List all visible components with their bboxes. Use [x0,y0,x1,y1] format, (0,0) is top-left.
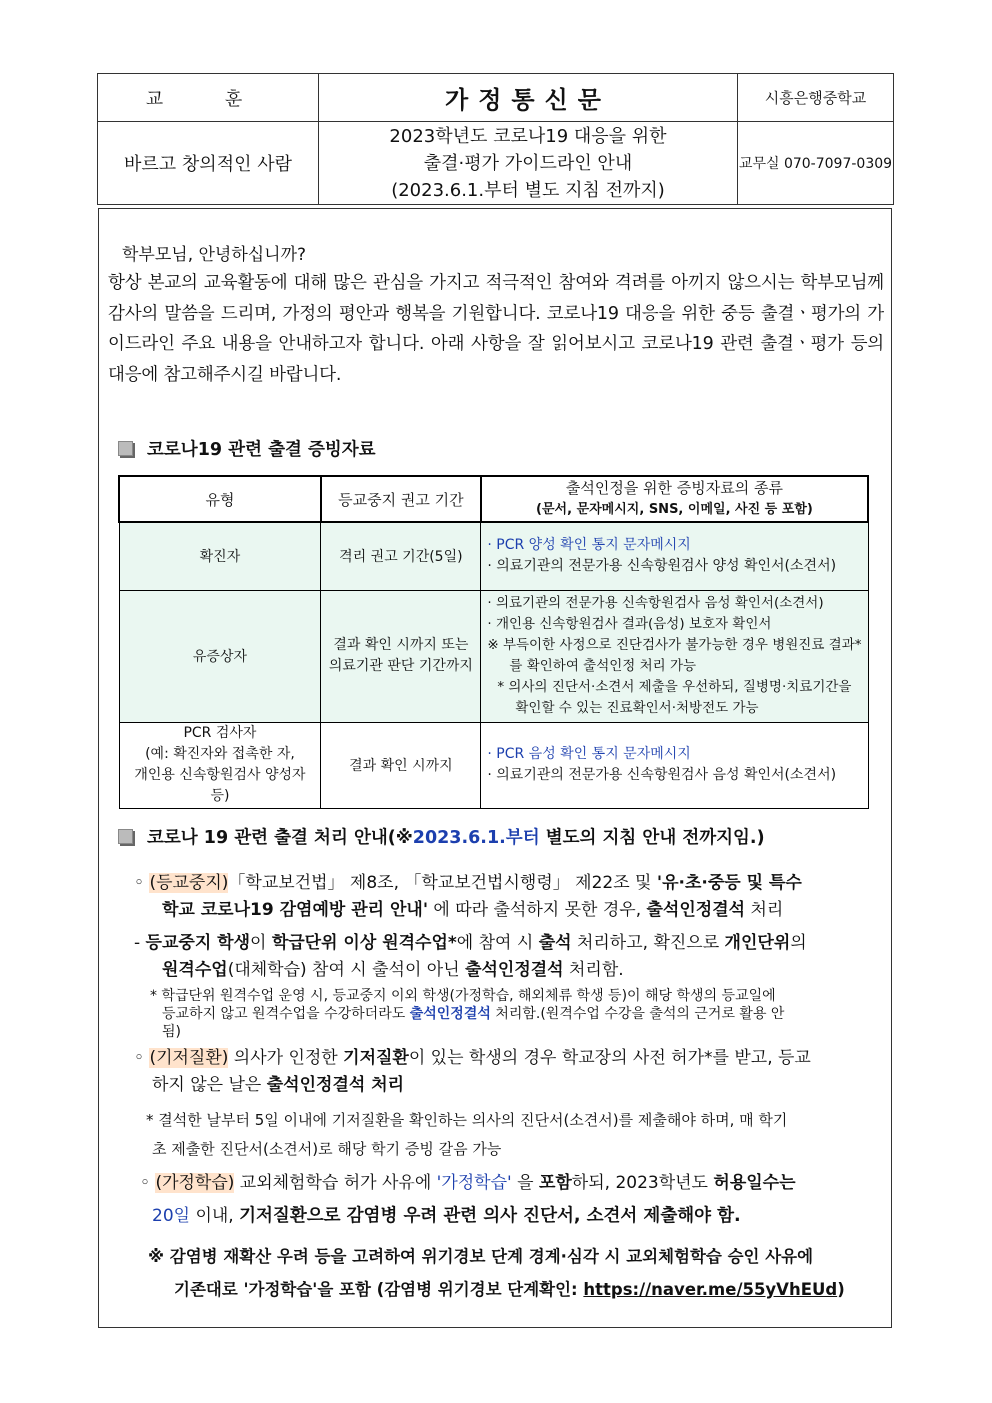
title-part: 코로나 19 관련 출결 처리 안내(※ [147,828,413,848]
type-line: (예: 확진자와 접촉한 자, [145,746,295,762]
title-part: 별도의 지침 안내 전까지임.) [539,828,765,848]
text: 등교하지 않고 원격수업을 수강하더라도 [162,1006,410,1022]
text-bold: 등교중지 학생 [145,933,250,953]
evidence-item: · PCR 양성 확인 통지 문자메시지 [487,537,691,554]
line: * 학급단위 원격수업 운영 시, 등교중지 이외 학생(가정학습, 해외체류 학생 등)이 해당 학생의 등교일에 [150,988,776,1004]
period-line: 의료기관 판단 기간까지 [328,658,473,674]
text-bold: 기저질환으로 감염병 우려 관련 의사 진단서, 소견서 제출해야 함. [239,1206,741,1226]
bullet: ◦ [134,1048,145,1068]
row-period: 결과 확인 시까지 [321,722,481,808]
evidence-note: ※ 부득이한 사정으로 진단검사가 불가능한 경우 병원진료 결과* [487,637,862,653]
text: 이 [250,933,272,953]
line [150,1005,884,1023]
line [134,1072,886,1099]
bullet-square-icon [118,829,133,844]
text: ) [837,1280,845,1299]
row-evidence [481,722,868,808]
evidence-header-line-2: (문서, 문자메시지, SNS, 이메일, 사진 등 포함) [536,502,813,517]
text-bold: 출석인정결석 [646,900,746,920]
evidence-note: * 의사의 진단서·소견서 제출을 우선하되, 질병명·치료기간을 [497,679,852,695]
line [134,897,886,924]
row-type [119,722,321,808]
row-period: 격리 권고 기간(5일) [321,522,481,590]
table-header-row [119,476,868,522]
line: ※ 감염병 재확산 우려 등을 고려하여 위기경보 단계 경계·심각 시 교외체험학습 승인 사유에 [148,1247,814,1266]
text: 처리 [745,900,784,920]
type-line: PCR 검사자 [183,725,257,741]
line [134,1045,886,1072]
evidence-header-line-1: 출석인정을 위한 증빙자료의 종류 [565,479,784,497]
type-line: 등) [210,788,230,804]
document-subtitle [319,122,738,205]
text-bold: 출석 [538,933,572,953]
text-blue: 출석인정결석 [409,1006,491,1022]
text: 「학교보건법」 제8조, 「학교보건법시행령」 제22조 및 [228,873,657,893]
school-motto: 바르고 창의적인 사람 [98,122,319,205]
line [134,870,886,897]
row-period [321,590,481,722]
text: 을 [511,1173,539,1193]
line: 됨) [162,1024,181,1040]
column-header-type: 유형 [119,476,321,522]
table-row [119,590,868,722]
line [134,957,886,984]
row-type: 확진자 [119,522,321,590]
text-bold: 출석인정결석 처리 [266,1075,405,1095]
text: 처리하고, 확진으로 [571,933,725,953]
tag-disease: (기저질환) [149,1048,229,1068]
text: 처리함. [563,960,624,980]
text-bold: '유·초·중등 및 특수 [656,873,802,893]
table-row [119,722,868,808]
text: 의사가 인정한 [228,1048,344,1068]
document-title: 가정통신문 [319,74,738,122]
text: 하지 않은 날은 [152,1075,267,1095]
text-bold: 허용일수는 [713,1173,796,1193]
section-heading-attendance [118,824,765,849]
section-title: 코로나19 관련 출결 증빙자료 [147,440,376,460]
text: 처리함.(원격수업 수강을 출석의 근거로 활용 안 [490,1006,785,1022]
subtitle-line-3: (2023.6.1.부터 별도 지침 전까지) [391,179,665,201]
text-blue: '가정학습' [436,1173,512,1193]
column-header-evidence [481,476,868,522]
text: 이 있는 학생의 경우 학교장의 사전 허가*를 받고, 등교 [408,1048,811,1068]
column-header-period: 등교중지 권고 기간 [321,476,481,522]
evidence-table [118,475,869,809]
line [140,1167,886,1200]
text: 교외체험학습 허가 사유에 [234,1173,437,1193]
row-type: 유증상자 [119,590,321,722]
period-line: 결과 확인 시까지 또는 [333,637,469,653]
title-date: 2023.6.1.부터 [412,828,540,848]
bullet-square-icon [118,441,133,456]
text-blue: 20일 [152,1206,191,1226]
text-bold: 기저질환 [343,1048,409,1068]
bullet: ◦ [140,1173,151,1193]
text: 하되, 2023학년도 [571,1173,714,1193]
section-heading-evidence [118,436,376,461]
text-bold: 학교 코로나19 감염예방 관리 안내' [162,900,429,920]
line [134,930,886,957]
dash: - [134,933,141,953]
line: * 결석한 날부터 5일 이내에 기저질환을 확인하는 의사의 진단서(소견서)를 제출해야 하며, 매 학기 [146,1111,788,1129]
evidence-note: 확인할 수 있는 진료확인서·처방전도 가능 [515,700,759,716]
header-table [97,73,894,205]
subtitle-line-2: 출결·평가 가이드라인 안내 [423,152,633,174]
school-name: 시흥은행중학교 [738,74,894,122]
text-bold: 개인단위 [724,933,791,953]
line [148,1273,888,1306]
text: 의 [790,933,807,953]
text-bold: 포함 [538,1173,572,1193]
text-bold: 학급단위 이상 원격수업* [271,933,457,953]
type-line: 개인용 신속항원검사 양성자 [134,767,306,783]
section2-title [147,828,765,848]
text: 이내, [190,1206,240,1226]
text-bold: 원격수업 [162,960,228,980]
tag-suspension: (등교중지) [149,873,229,893]
footnote-remote-class [150,987,884,1041]
item-remote-class [134,930,886,984]
row-evidence [481,590,868,722]
bullet: ◦ [134,873,145,893]
text-bold: 출석인정결석 [465,960,564,980]
tag-home-study: (가정학습) [155,1173,235,1193]
footnote-disease [146,1106,886,1164]
evidence-item: · 의료기관의 전문가용 신속항원검사 음성 확인서(소견서) [487,595,824,611]
intro-paragraph: 항상 본교의 교육활동에 대해 많은 관심을 가지고 적극적인 참여와 격려를 아끼지 않으시는 학부모님께 감사의 말씀을 드리며, 가정의 평안과 행복을 기원합니다. 코로나19 대응을 위한 중등 출결ㆍ평가의 가이드라인 주요 내용을 안내하고자 합니다. 아래 사항을 잘 읽어보시고 코로나19 관련 출결ㆍ평가 등의 대응에 참고해주시길 바랍니다. [108,273,884,385]
motto-label: 교 훈 [98,74,319,122]
evidence-item: · 의료기관의 전문가용 신속항원검사 양성 확인서(소견서) [487,558,837,575]
evidence-item: · PCR 음성 확인 통지 문자메시지 [487,746,691,762]
evidence-item: · 의료기관의 전문가용 신속항원검사 음성 확인서(소견서) [487,767,837,783]
alert-level-link[interactable]: https://naver.me/55yVhEUd [583,1280,838,1299]
line: 초 제출한 진단서(소견서)로 해당 학기 증빙 갈음 가능 [152,1140,502,1158]
item-school-suspension [134,870,886,924]
row-evidence [481,522,868,590]
text: 에 따라 출석하지 못한 경우, [428,900,647,920]
text: 에 참여 시 [456,933,539,953]
closing-note [148,1240,888,1306]
text: (대체학습) 참여 시 출석이 아닌 [227,960,466,980]
item-home-study [140,1167,886,1233]
greeting: 학부모님, 안녕하십니까? [122,245,307,265]
item-underlying-disease [134,1045,886,1099]
subtitle-line-1: 2023학년도 코로나19 대응을 위한 [389,125,667,147]
text: 기존대로 '가정학습'을 포함 (감염병 위기경보 단계확인: [174,1280,584,1299]
office-phone: 교무실 070-7097-0309 [738,122,894,205]
evidence-note: 를 확인하여 출석인정 처리 가능 [509,658,697,674]
line [140,1200,886,1233]
table-row [119,522,868,590]
evidence-item: · 개인용 신속항원검사 결과(음성) 보호자 확인서 [487,616,772,632]
